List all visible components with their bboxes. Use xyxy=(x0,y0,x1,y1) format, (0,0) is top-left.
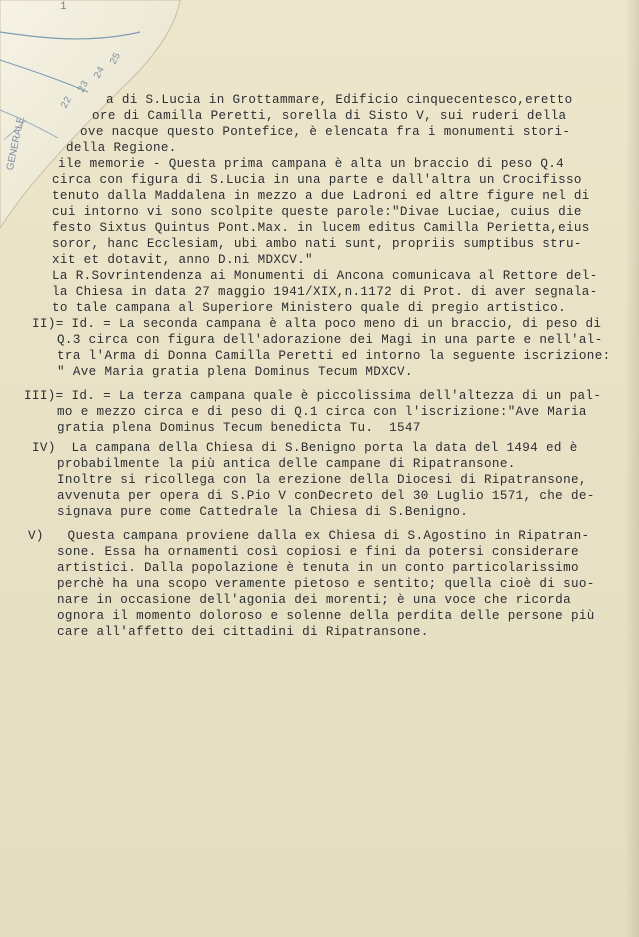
text-line: soror, hanc Ecclesiam, ubi ambo nati sunt, propriis sumptibus stru- xyxy=(52,237,582,251)
text-line: nare in occasione dell'agonia dei morenti; è una voce che ricorda xyxy=(57,593,571,607)
text-line: signava pure come Cattedrale la Chiesa di S.Benigno. xyxy=(57,505,469,519)
text-line: avvenuta per opera di S.Pio V conDecreto del 30 Luglio 1571, che de- xyxy=(57,489,595,503)
text-line: V) Questa campana proviene dalla ex Chiesa di S.Agostino in Ripatran- xyxy=(28,529,590,543)
text-line: Inoltre si ricollega con la erezione della Diocesi di Ripatransone, xyxy=(57,473,587,487)
text-line: la Chiesa in data 27 maggio 1941/XIX,n.1172 di Prot. di aver segnala- xyxy=(52,285,598,299)
text-line: gratia plena Dominus Tecum benedicta Tu. 1547 xyxy=(57,421,421,435)
text-line: IV) La campana della Chiesa di S.Benigno porta la data del 1494 ed è xyxy=(32,441,578,455)
text-line: della Regione. xyxy=(66,141,177,155)
folded-corner-number: 22 xyxy=(59,95,75,111)
text-line: III)= Id. = La terza campana quale è piccolissima dell'altezza di un pal- xyxy=(24,389,602,403)
text-line: to tale campana al Superiore Ministero quale di pregio artistico. xyxy=(52,301,566,315)
text-line: sone. Essa ha ornamenti così copiosi e fini da potersi considerare xyxy=(57,545,579,559)
text-line: tenuto dalla Maddalena in mezzo a due Ladroni ed altre figure nel di xyxy=(52,189,590,203)
text-line: circa con figura di S.Lucia in una parte e dall'altra un Crocifisso xyxy=(52,173,582,187)
text-line: tra l'Arma di Donna Camilla Peretti ed intorno la seguente iscrizione: xyxy=(57,349,611,363)
folded-corner-mark: 1 xyxy=(60,1,67,13)
text-line: care all'affetto dei cittadini di Ripatransone. xyxy=(57,625,429,639)
text-line: festo Sixtus Quintus Pont.Max. in lucem editus Camilla Perietta,eius xyxy=(52,221,590,235)
text-line: cui intorno vi sono scolpite queste parole:"Divae Luciae, cuius die xyxy=(52,205,582,219)
text-line: " Ave Maria gratia plena Dominus Tecum MDXCV. xyxy=(57,365,413,379)
text-line: ore di Camilla Peretti, sorella di Sisto V, sui ruderi della xyxy=(92,109,567,123)
text-line: probabilmente la più antica delle campane di Ripatransone. xyxy=(57,457,516,471)
text-line: ove nacque questo Pontefice, è elencata fra i monumenti stori- xyxy=(80,125,571,139)
text-line: mo e mezzo circa e di peso di Q.1 circa con l'iscrizione:"Ave Maria xyxy=(57,405,587,419)
text-line: II)= Id. = La seconda campana è alta poco meno di un braccio, di peso di xyxy=(32,317,602,331)
text-line: ognora il momento doloroso e solenne della perdita delle persone più xyxy=(57,609,595,623)
folded-corner-number: 24 xyxy=(92,65,108,82)
folded-corner-number: 23 xyxy=(76,79,92,96)
text-line: a di S.Lucia in Grottammare, Edificio cinquecentesco,eretto xyxy=(106,93,573,107)
text-line: La R.Sovrintendenza ai Monumenti di Ancona comunicava al Rettore del- xyxy=(52,269,598,283)
text-line: artistici. Dalla popolazione è tenuta in un conto particolarissimo xyxy=(57,561,579,575)
text-line: xit et dotavit, anno D.ni MDXCV." xyxy=(52,253,313,267)
folded-corner-number: 25 xyxy=(108,51,124,68)
text-line: ile memorie - Questa prima campana è alta un braccio di peso Q.4 xyxy=(58,157,565,171)
text-line: Q.3 circa con figura dell'adorazione dei Magi in una parte e nell'al- xyxy=(57,333,603,347)
folded-corner-label: GENERALE xyxy=(4,115,27,172)
text-line: perchè ha una scopo veramente pietoso e sentito; quella cioè di suo- xyxy=(57,577,595,591)
